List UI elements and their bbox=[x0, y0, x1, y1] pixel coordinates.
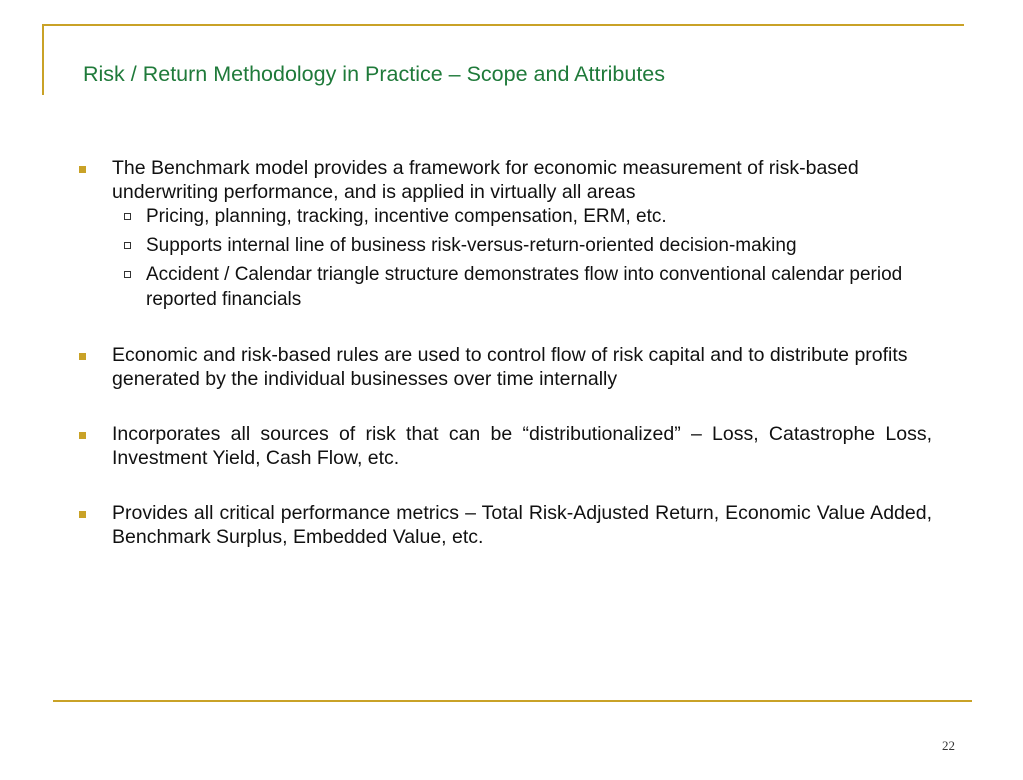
bullet-text: The Benchmark model provides a framework for economic measurement of risk-based underwriting performance, and is applied in virtually all areas bbox=[112, 157, 859, 203]
subbullet-item bbox=[124, 233, 932, 258]
bullet-text: Provides all critical performance metrics – Total Risk-Adjusted Return, Economic Value Added, Benchmark Surplus, Embedded Value, etc. bbox=[112, 502, 932, 548]
slide-body bbox=[79, 156, 932, 549]
bullet-item bbox=[79, 343, 932, 391]
square-bullet-icon bbox=[79, 511, 86, 518]
subbullet-item bbox=[124, 262, 932, 312]
subbullet-item bbox=[124, 204, 932, 229]
subbullet-list bbox=[124, 204, 932, 312]
bullet-item bbox=[79, 422, 932, 470]
top-border-line bbox=[42, 24, 964, 26]
slide-title: Risk / Return Methodology in Practice – Scope and Attributes bbox=[83, 62, 666, 86]
bullet-text: Economic and risk-based rules are used to control flow of risk capital and to distribute profits generated by the individual businesses over time internally bbox=[112, 344, 908, 390]
bullet-text: Incorporates all sources of risk that can be “distributionalized” – Loss, Catastrophe Loss, Investment Yield, Cash Flow, etc. bbox=[112, 423, 932, 469]
hollow-square-bullet-icon bbox=[124, 271, 131, 278]
hollow-square-bullet-icon bbox=[124, 242, 131, 249]
page-number: 22 bbox=[942, 738, 955, 753]
subbullet-text: Accident / Calendar triangle structure demonstrates flow into conventional calendar period reported financials bbox=[146, 264, 903, 310]
left-border-line bbox=[42, 24, 44, 95]
subbullet-text: Supports internal line of business risk-versus-return-oriented decision-making bbox=[146, 235, 797, 256]
bullet-item bbox=[79, 156, 932, 204]
square-bullet-icon bbox=[79, 166, 86, 173]
hollow-square-bullet-icon bbox=[124, 213, 131, 220]
subbullet-text: Pricing, planning, tracking, incentive compensation, ERM, etc. bbox=[146, 206, 667, 227]
footer-divider bbox=[53, 700, 972, 702]
bullet-item bbox=[79, 501, 932, 549]
square-bullet-icon bbox=[79, 353, 86, 360]
square-bullet-icon bbox=[79, 432, 86, 439]
